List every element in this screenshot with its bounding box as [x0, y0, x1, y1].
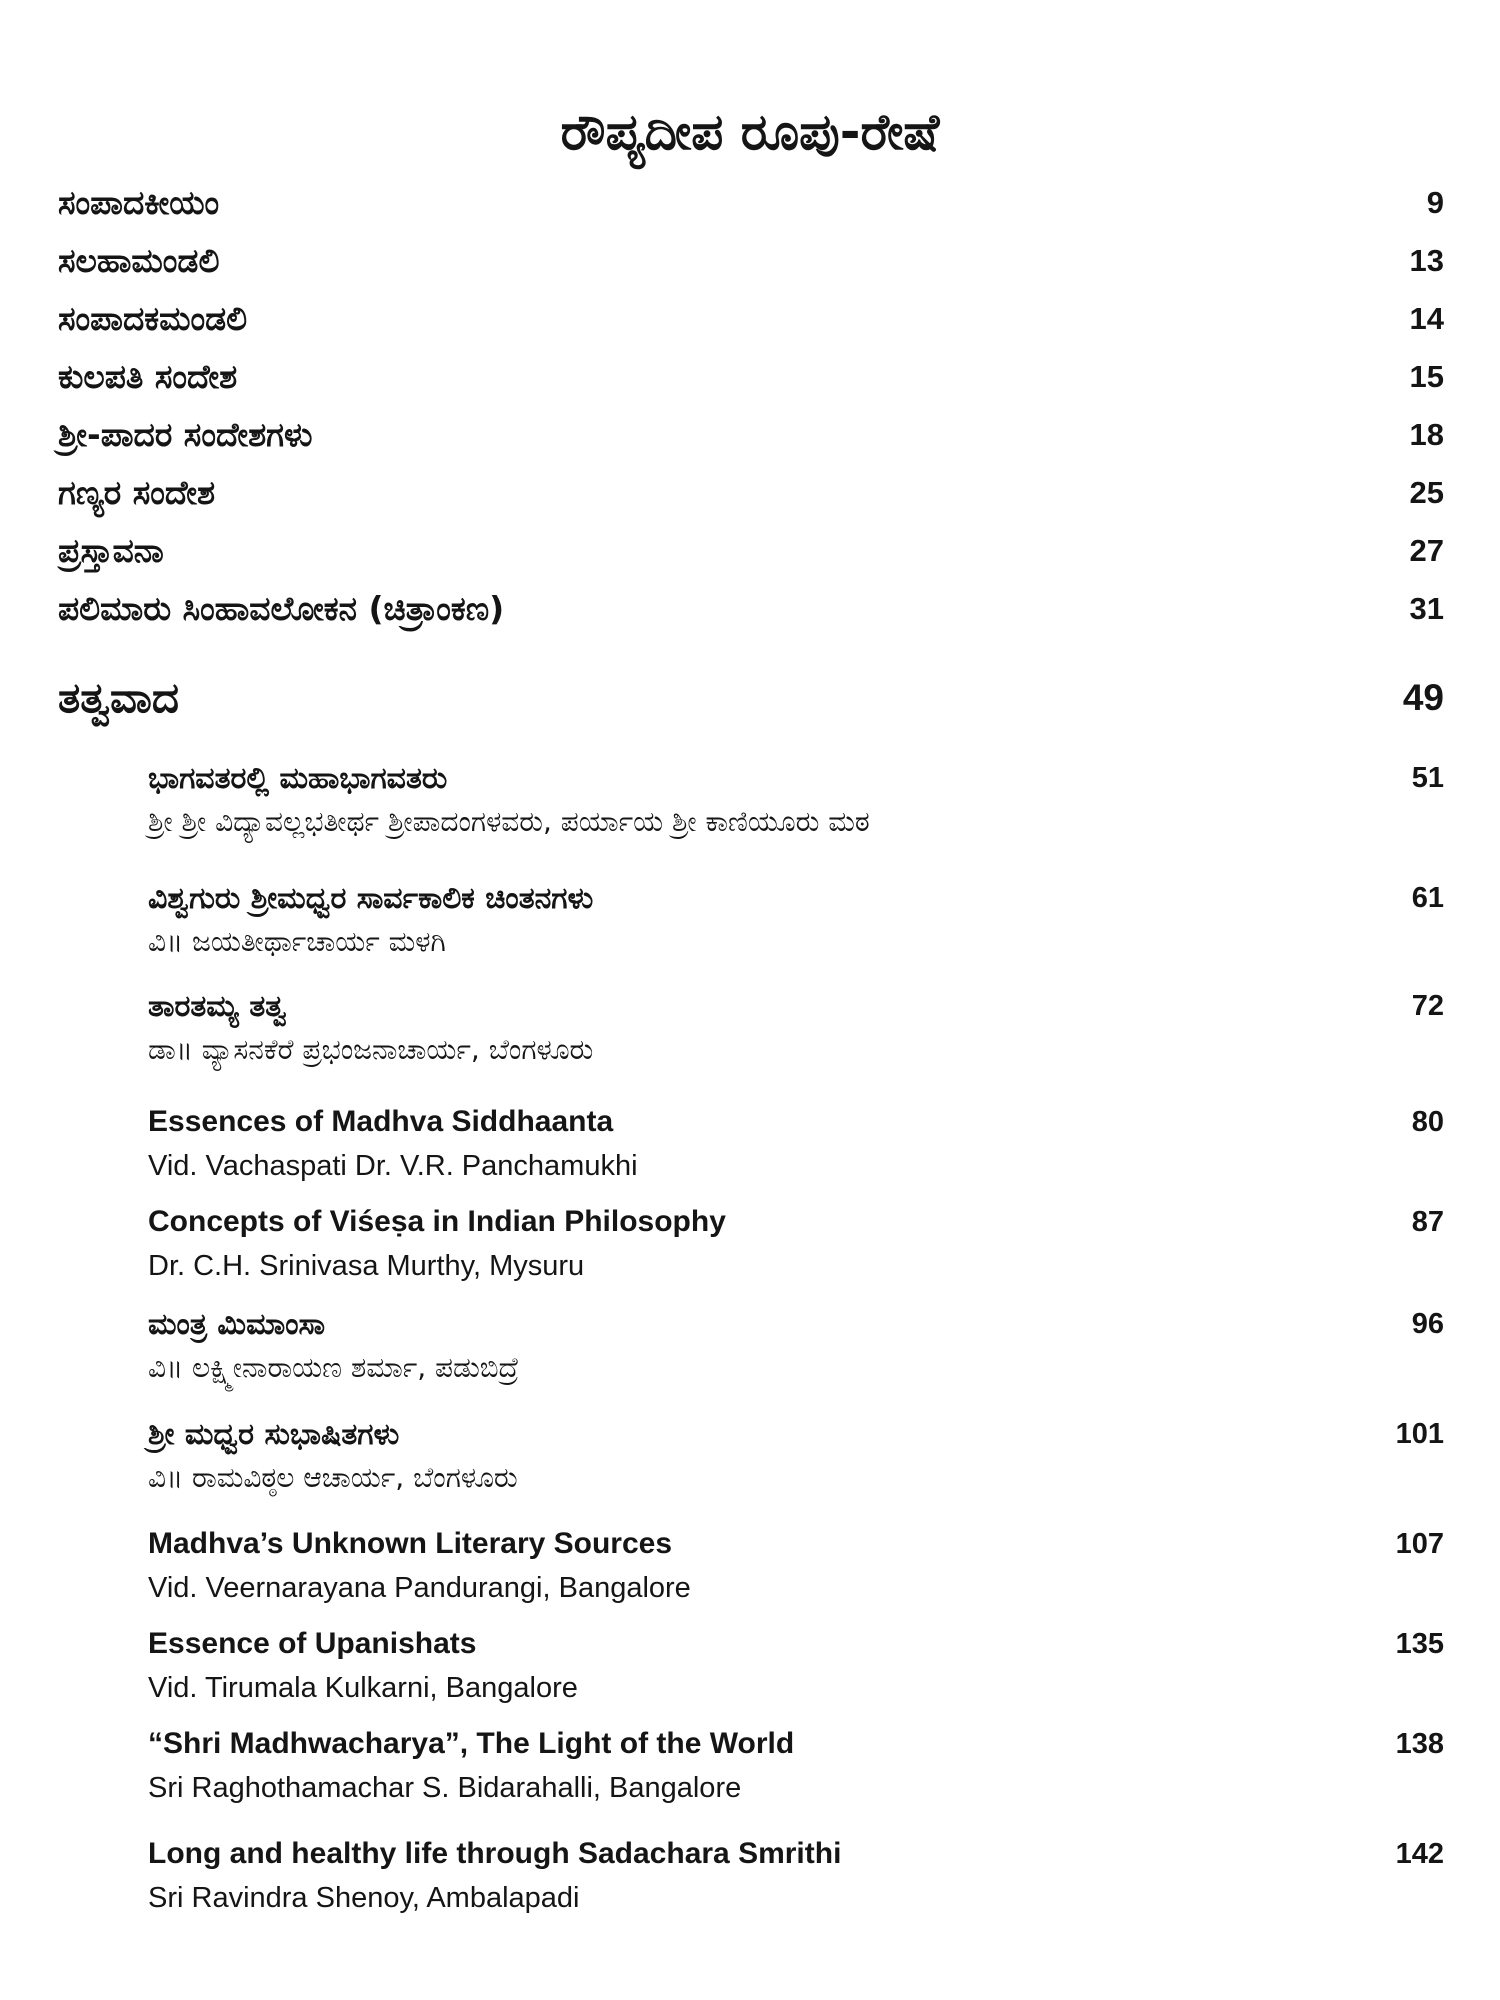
- toc-row: [58, 584, 1444, 634]
- toc-row-title: ಪಲಿಮಾರು ಸಿಂಹಾವಲೋಕನ (ಚಿತ್ರಾಂಕಣ): [58, 589, 505, 628]
- entry-author: Sri Ravindra Shenoy, Ambalapadi: [148, 1882, 580, 1914]
- toc-entry: [148, 1522, 1444, 1610]
- entry-author: ವಿ॥ ಲಕ್ಷ್ಮೀನಾರಾಯಣ ಶರ್ಮಾ, ಪಡುಬಿದ್ರೆ: [148, 1351, 519, 1384]
- entry-title: ತಾರತಮ್ಯ ತತ್ವ: [148, 988, 287, 1024]
- section-page: 49: [1402, 677, 1444, 718]
- toc-row-page: 15: [1409, 359, 1444, 394]
- entry-page: 80: [1411, 1105, 1444, 1138]
- toc-entry: [148, 1200, 1444, 1288]
- toc-row-page: 14: [1409, 301, 1444, 336]
- toc-row: [58, 352, 1444, 402]
- toc-row-title: ಶ್ರೀ-ಪಾದರ ಸಂದೇಶಗಳು: [58, 415, 313, 454]
- entry-title: ಮಂತ್ರ ಮಿಮಾಂಸಾ: [148, 1306, 326, 1342]
- toc-entry: [148, 1722, 1444, 1810]
- entry-author: Vid. Tirumala Kulkarni, Bangalore: [148, 1672, 578, 1704]
- entry-author: Dr. C.H. Srinivasa Murthy, Mysuru: [148, 1250, 585, 1282]
- entry-title: ಭಾಗವತರಲ್ಲಿ ಮಹಾಭಾಗವತರು: [148, 760, 448, 796]
- entry-title: Long and healthy life through Sadachara Smrithi: [148, 1837, 842, 1870]
- entry-author: ಡಾ॥ ವ್ಯಾಸನಕೆರೆ ಪ್ರಭಂಜನಾಚಾರ್ಯ, ಬೆಂಗಳೂರು: [148, 1033, 594, 1066]
- toc-entry: [148, 1622, 1444, 1710]
- entry-title: ಶ್ರೀ ಮಧ್ವರ ಸುಭಾಷಿತಗಳು: [148, 1416, 400, 1452]
- toc-entry: [148, 1412, 1444, 1500]
- entry-page: 96: [1411, 1307, 1444, 1340]
- toc-row-page: 13: [1409, 243, 1444, 278]
- toc-row-title: ಸಂಪಾದಕಮಂಡಲಿ: [58, 299, 248, 338]
- entry-title: ವಿಶ್ವಗುರು ಶ್ರೀಮಧ್ವರ ಸಾರ್ವಕಾಲಿಕ ಚಿಂತನಗಳು: [148, 880, 594, 916]
- toc-entry: [148, 984, 1444, 1072]
- toc-row: [58, 468, 1444, 518]
- toc-entry: [148, 1100, 1444, 1188]
- entry-page: 61: [1411, 881, 1444, 914]
- entry-author: Vid. Vachaspati Dr. V.R. Panchamukhi: [148, 1150, 638, 1182]
- entry-page: 135: [1395, 1627, 1444, 1660]
- entry-author: ವಿ॥ ಜಯತೀರ್ಥಾಚಾರ್ಯ ಮಳಗಿ: [148, 925, 446, 958]
- entry-page: 101: [1395, 1417, 1444, 1450]
- entry-page: 142: [1395, 1837, 1444, 1870]
- entry-author: Sri Raghothamachar S. Bidarahalli, Bangalore: [148, 1772, 742, 1804]
- toc-row: [58, 178, 1444, 228]
- toc-row-page: 31: [1409, 591, 1444, 626]
- section-heading: [58, 670, 1444, 726]
- toc-row: [58, 236, 1444, 286]
- toc-entry: [148, 1302, 1444, 1390]
- toc-row-page: 18: [1409, 417, 1444, 452]
- toc-row-page: 25: [1409, 475, 1444, 510]
- entry-author: ಶ್ರೀ ಶ್ರೀ ವಿದ್ಯಾವಲ್ಲಭತೀರ್ಥ ಶ್ರೀಪಾದಂಗಳವರು, ಪರ್ಯಾಯ ಶ್ರೀ ಕಾಣಿಯೂರು ಮಠ: [148, 805, 870, 838]
- toc-entry: [148, 756, 1444, 844]
- entry-page: 87: [1411, 1205, 1444, 1238]
- toc-row-title: ಗಣ್ಯರ ಸಂದೇಶ: [58, 473, 216, 512]
- entry-page: 51: [1411, 761, 1444, 794]
- entry-page: 138: [1395, 1727, 1444, 1760]
- entry-title: Essences of Madhva Siddhaanta: [148, 1105, 614, 1138]
- toc-entry: [148, 876, 1444, 964]
- toc-row-title: ಕುಲಪತಿ ಸಂದೇಶ: [58, 357, 238, 396]
- section-title: ತತ್ವವಾದ: [58, 673, 179, 722]
- toc-row: [58, 410, 1444, 460]
- entry-title: “Shri Madhwacharya”, The Light of the World: [148, 1727, 795, 1760]
- toc-entry: [148, 1832, 1444, 1920]
- toc-row: [58, 294, 1444, 344]
- toc-row: [58, 526, 1444, 576]
- entry-author: ವಿ॥ ರಾಮವಿಠ್ಠಲ ಆಚಾರ್ಯ, ಬೆಂಗಳೂರು: [148, 1461, 518, 1494]
- toc-row-page: 9: [1426, 185, 1444, 220]
- entry-page: 107: [1395, 1527, 1444, 1560]
- entry-title: Madhva’s Unknown Literary Sources: [148, 1527, 673, 1560]
- entry-page: 72: [1411, 989, 1444, 1022]
- entry-title: Concepts of Viśeṣa in Indian Philosophy: [148, 1205, 726, 1238]
- toc-row-title: ಪ್ರಸ್ತಾವನಾ: [58, 531, 164, 570]
- toc-row-title: ಸಂಪಾದಕೀಯಂ: [58, 183, 220, 222]
- toc-row-page: 27: [1409, 533, 1444, 568]
- toc-row-title: ಸಲಹಾಮಂಡಲಿ: [58, 241, 220, 280]
- page-title: ರೌಪ್ಯದೀಪ ರೂಪು-ರೇಷೆ: [560, 103, 940, 161]
- entry-title: Essence of Upanishats: [148, 1627, 477, 1660]
- entry-author: Vid. Veernarayana Pandurangi, Bangalore: [148, 1572, 691, 1604]
